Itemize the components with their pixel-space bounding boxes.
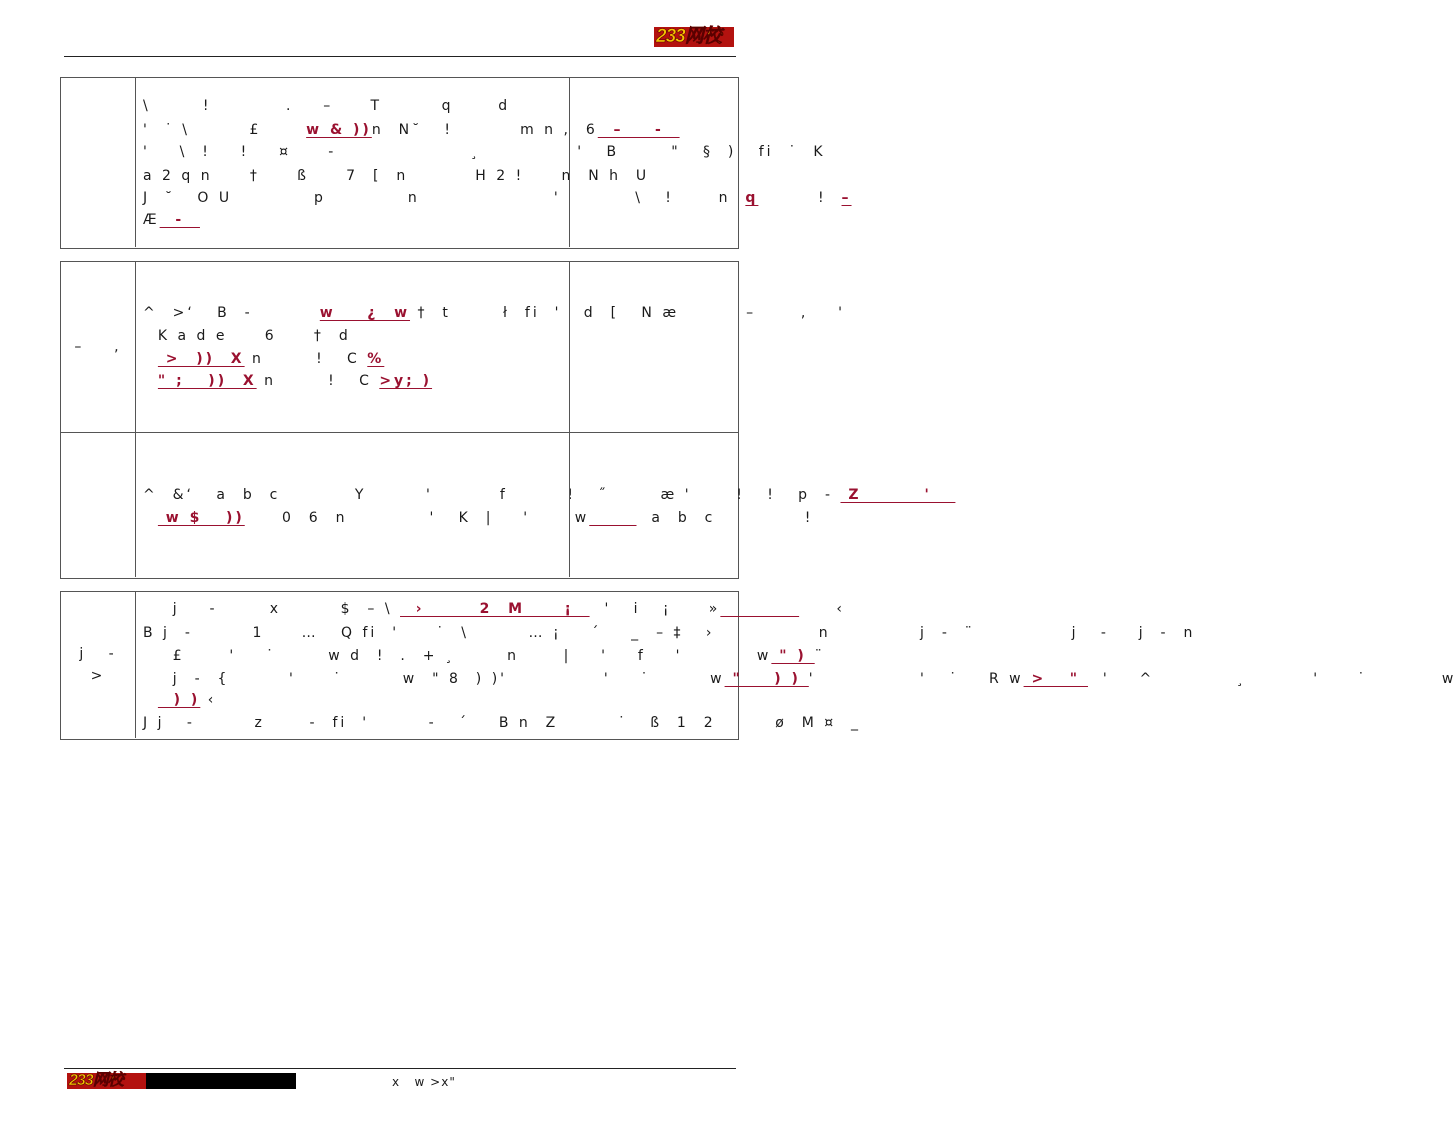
header-logo: 233网校: [654, 27, 734, 47]
footer-bar: [146, 1073, 296, 1089]
table-3: [60, 591, 1456, 740]
text-line: J j - z - fi ' - ´ B n Z ˙ ß 1 2 ø M ¤ _: [143, 715, 862, 731]
highlighted-term: › 2 M ¡: [400, 601, 590, 617]
text-line: ) ) ‹: [157, 692, 217, 708]
highlighted-term: q: [745, 190, 759, 206]
text-line: ^ &‘ a b c Y ' f ! ˝ æ ' ! ! p - Z ': [143, 487, 956, 503]
text-line: " ; )) X n ! C >y; ): [157, 373, 433, 389]
text-line: Æ -: [143, 212, 200, 228]
row-notes-cell: [569, 78, 738, 247]
text-line: \ ! . – T q d: [143, 98, 511, 114]
highlighted-term: %: [367, 351, 385, 367]
table-row: [61, 432, 956, 577]
highlighted-term: w $ )): [157, 510, 245, 526]
row-label: – ,: [74, 339, 122, 355]
highlighted-term: – -: [597, 122, 680, 138]
table-2: [60, 261, 956, 579]
row-notes-cell: [569, 262, 738, 432]
row-content-cell: [143, 78, 852, 247]
text-line: w $ )) 0 6 n ' K | ' w a b c !: [157, 510, 814, 526]
highlighted-term: >y; ): [379, 373, 433, 389]
text-line: ^ >‘ B - w ¿ w † t ł fi ' d [ N æ – , ': [143, 305, 845, 321]
text-line: > )) X n ! C %: [157, 351, 385, 367]
text-line: £ ' ˙ w d ! . + ¸ n | ' f ' w " ) ¨: [143, 648, 825, 664]
text-line: B j - 1 … Q fi ' ˙ \ … ¡ ´ _ – ‡ › n j - ¨ j - j - n: [143, 625, 1196, 641]
row-label-cell: [61, 433, 136, 577]
highlighted-term: " ; )) X: [157, 373, 257, 389]
row-label-cell: [61, 78, 136, 247]
highlighted-term: ) ): [157, 692, 201, 708]
row-content-cell: [143, 262, 845, 432]
text-line: K a d e 6 † d: [143, 328, 351, 344]
table-row: [61, 592, 1456, 738]
text-line: j - x $ – \ › 2 M ¡ ' i ¡ » ‹: [143, 601, 845, 617]
highlighted-term: " ): [771, 648, 815, 664]
footer-rule: [64, 1068, 736, 1069]
table-row: [61, 78, 852, 247]
highlighted-term: w & )): [306, 122, 372, 138]
highlighted-term: –: [841, 190, 852, 206]
highlighted-term: " ) ): [724, 671, 809, 687]
text-line: j - { ' ˙ w " 8 ) )' ' ˙ w " ) ) ' ' ˙ R w > " ' ^ ¸ ' ˙ w: [143, 671, 1456, 687]
row-label-cell: [61, 592, 136, 738]
row-label: >: [90, 668, 106, 684]
row-notes-cell: [569, 433, 738, 577]
highlighted-term: Z ': [840, 487, 956, 503]
table-1: [60, 77, 852, 249]
row-content-cell: [143, 433, 956, 577]
row-content-cell: [143, 592, 1456, 738]
highlighted-term: > ": [1023, 671, 1088, 687]
header-rule: [64, 56, 736, 57]
highlighted-term: w ¿ w: [319, 305, 411, 321]
row-label-cell: [61, 262, 136, 432]
text-line: ' ˙ \ £ w & ))n N˘ ! m n , 6 – -: [143, 122, 680, 138]
row-label: j -: [79, 646, 117, 662]
table-row: [61, 262, 845, 432]
text-line: J ˘ O U p n ' \ ! n q ! –: [143, 190, 852, 206]
footer-logo: 233网校: [67, 1073, 147, 1089]
highlighted-term: > )) X: [157, 351, 245, 367]
page-number: x w >x": [392, 1075, 456, 1089]
text-line: a 2 q n † ß 7 [ n H 2 ! n N h U: [143, 168, 650, 184]
text-line: ' \ ! ! ¤ - ¸ ' B " § ) fi ˙ K: [143, 144, 826, 160]
highlighted-term: -: [159, 212, 200, 228]
highlighted-term: [720, 601, 799, 617]
